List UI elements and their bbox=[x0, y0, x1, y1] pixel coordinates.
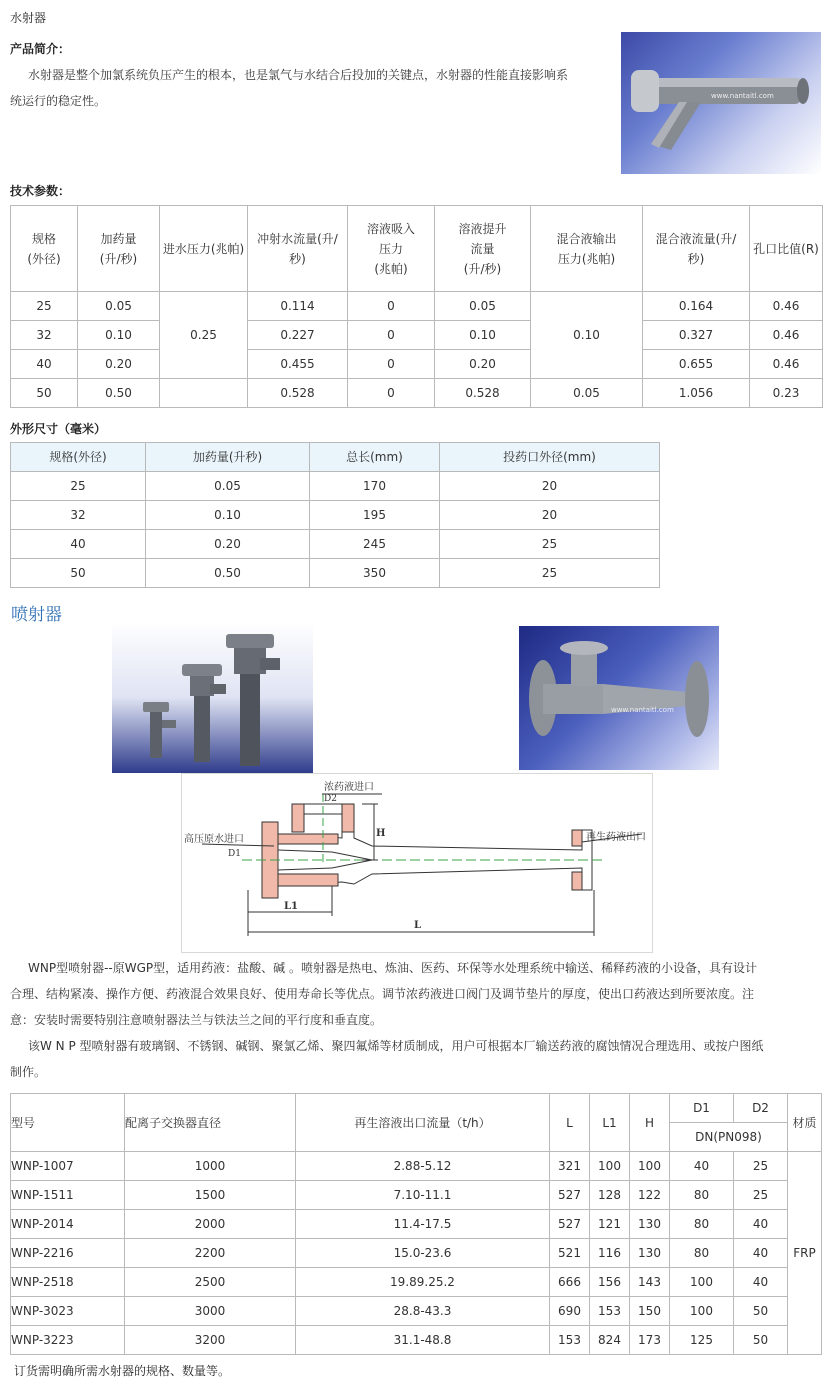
label-regen-outlet: 再生药液出口 bbox=[586, 832, 646, 843]
th-mix-flow: 混合液流量(升/ 秒) bbox=[643, 206, 750, 292]
dims-header-row bbox=[11, 443, 660, 472]
ejector-diagram bbox=[181, 773, 653, 953]
th-jet-flow: 冲射水流量(升/ 秒) bbox=[248, 206, 348, 292]
label-h: H bbox=[376, 828, 386, 839]
label-l1: L1 bbox=[284, 901, 298, 912]
table-row: WNP-2014 2000 11.4-17.5 527 121 130 80 40 bbox=[11, 1210, 822, 1239]
ejector-para1-line3: 意：安装时需要特别注意喷射器法兰与铁法兰之间的平行度和垂直度。 bbox=[10, 1013, 383, 1027]
table-row bbox=[11, 379, 823, 408]
th-dn: DN(PN098) bbox=[670, 1123, 788, 1152]
ejector-group-photo bbox=[112, 622, 313, 773]
cell-lift: 0.528 bbox=[435, 379, 531, 408]
cell-suction: 0 bbox=[348, 292, 435, 321]
photo-watermark-2: www.nantaitl.com bbox=[611, 706, 674, 714]
ejector-para2-line1: 该W N P 型喷射器有玻璃钢、不锈钢、碱钢、聚氯乙烯、聚四氟烯等材质制成，用户可根据本厂输送药液的腐蚀情况合理选用、或按户图纸 bbox=[28, 1039, 764, 1053]
th-suction: 溶液吸入 压力 (兆帕) bbox=[348, 206, 435, 292]
cell-flow: 0.114 bbox=[248, 292, 348, 321]
cell-dose: 0.20 bbox=[78, 350, 160, 379]
cell-mix-flow: 1.056 bbox=[643, 379, 750, 408]
ejector-heading: 喷射器 bbox=[11, 605, 62, 625]
th-outlet-pressure: 混合液输出 压力(兆帕) bbox=[531, 206, 643, 292]
label-d2: D2 bbox=[324, 794, 337, 804]
th-d2: D2 bbox=[734, 1094, 788, 1123]
table-row bbox=[11, 321, 823, 350]
cell-mix-flow: 0.655 bbox=[643, 350, 750, 379]
dims-heading: 外形尺寸（毫米） bbox=[10, 422, 107, 436]
th-spec: 规格 (外径) bbox=[11, 206, 78, 292]
cell-flow: 0.227 bbox=[248, 321, 348, 350]
th-outlet-flow: 再生溶液出口流量（t/h） bbox=[296, 1094, 550, 1152]
th-dose: 加药量 (升/秒) bbox=[78, 206, 160, 292]
th-dim-dose: 加药量(升秒) bbox=[146, 443, 310, 472]
cell-spec: 40 bbox=[11, 350, 78, 379]
ejector-para2-line2: 制作。 bbox=[10, 1065, 47, 1079]
tech-heading: 技术参数： bbox=[10, 184, 71, 198]
ejector-flange-photo bbox=[519, 626, 719, 770]
dims-table bbox=[10, 442, 660, 588]
cell-ratio: 0.46 bbox=[750, 292, 823, 321]
ejector-description bbox=[10, 955, 825, 1085]
th-dim-spec: 规格(外径) bbox=[11, 443, 146, 472]
th-exchanger: 配离子交换器直径 bbox=[125, 1094, 296, 1152]
cell-ratio: 0.46 bbox=[750, 350, 823, 379]
th-l: L bbox=[550, 1094, 590, 1152]
cell-dose: 0.50 bbox=[78, 379, 160, 408]
ejector-para1-line1: WNP型喷射器--原WGP型，适用药液：盐酸、碱 。喷射器是热电、炼油、医药、环保等水处理系统中输送、稀释药液的小设备，具有设计 bbox=[28, 961, 757, 975]
cell-inlet-pressure: 0.25 bbox=[160, 292, 248, 379]
table-row: WNP-3223 3200 31.1-48.8 153 824 173 125 50 bbox=[11, 1326, 822, 1355]
ejector-para1-line2: 合理、结构紧凑、操作方便、药液混合效果良好、使用寿命长等优点。调节浓药液进口阀门及调节垫片的厚度，使出口药液达到所要浓度。注 bbox=[10, 987, 755, 1001]
cell-material: FRP bbox=[788, 1152, 822, 1355]
label-l: L bbox=[414, 920, 422, 931]
cell-spec: 32 bbox=[11, 321, 78, 350]
table-row: WNP-1511 1500 7.10-11.1 527 128 122 80 25 bbox=[11, 1181, 822, 1210]
table-row: WNP-1007 1000 2.88-5.12 321 100 100 40 25 FRP bbox=[11, 1152, 822, 1181]
cell-suction: 0 bbox=[348, 350, 435, 379]
intro-text bbox=[10, 62, 610, 114]
cell-lift: 0.10 bbox=[435, 321, 531, 350]
cell-lift: 0.05 bbox=[435, 292, 531, 321]
models-table bbox=[10, 1093, 822, 1355]
tech-header-row bbox=[11, 206, 823, 292]
label-d1: D1 bbox=[228, 849, 241, 859]
cell-lift: 0.20 bbox=[435, 350, 531, 379]
th-ratio: 孔口比值(R) bbox=[750, 206, 823, 292]
cell-suction: 0 bbox=[348, 379, 435, 408]
th-d1: D1 bbox=[670, 1094, 734, 1123]
cell-ratio: 0.23 bbox=[750, 379, 823, 408]
th-dim-length: 总长(mm) bbox=[310, 443, 440, 472]
th-inlet-pressure: 进水压力(兆帕) bbox=[160, 206, 248, 292]
table-row bbox=[11, 350, 823, 379]
water-ejector-photo bbox=[621, 32, 821, 174]
photo-watermark: www.nantaitl.com bbox=[711, 92, 774, 100]
cell-outlet-pressure: 0.05 bbox=[531, 379, 643, 408]
cell-spec: 50 bbox=[11, 379, 78, 408]
th-material: 材质 bbox=[788, 1094, 822, 1152]
table-row: 25 0.05 170 20 bbox=[11, 472, 660, 501]
table-row: WNP-2518 2500 19.89.25.2 666 156 143 100 40 bbox=[11, 1268, 822, 1297]
cell-ratio: 0.46 bbox=[750, 321, 823, 350]
label-concentrate-inlet: 浓药液进口 bbox=[324, 782, 374, 793]
cell-spec: 25 bbox=[11, 292, 78, 321]
intro-heading: 产品简介： bbox=[10, 42, 71, 56]
page-title: 水射器 bbox=[10, 11, 47, 25]
cell-inlet-pressure-empty bbox=[160, 379, 248, 408]
th-dim-port: 投药口外径(mm) bbox=[440, 443, 660, 472]
cell-suction: 0 bbox=[348, 321, 435, 350]
th-l1: L1 bbox=[590, 1094, 630, 1152]
label-raw-water-inlet: 高压原水进口 bbox=[184, 834, 244, 845]
table-row: WNP-3023 3000 28.8-43.3 690 153 150 100 50 bbox=[11, 1297, 822, 1326]
table-row: 50 0.50 350 25 bbox=[11, 559, 660, 588]
cell-flow: 0.528 bbox=[248, 379, 348, 408]
cell-mix-flow: 0.164 bbox=[643, 292, 750, 321]
cell-outlet-pressure: 0.10 bbox=[531, 292, 643, 379]
tech-params-table bbox=[10, 205, 823, 408]
th-lift-flow: 溶液提升 流量 (升/秒) bbox=[435, 206, 531, 292]
intro-line-1: 水射器是整个加氯系统负压产生的根本，也是氯气与水结合后投加的关键点，水射器的性能直接影响系 bbox=[28, 68, 569, 82]
cell-mix-flow: 0.327 bbox=[643, 321, 750, 350]
table-row: 40 0.20 245 25 bbox=[11, 530, 660, 559]
th-h: H bbox=[630, 1094, 670, 1152]
table-row bbox=[11, 292, 823, 321]
footer-note: 订货需明确所需水射器的规格、数量等。 bbox=[14, 1364, 231, 1378]
table-row: 32 0.10 195 20 bbox=[11, 501, 660, 530]
table-row: WNP-2216 2200 15.0-23.6 521 116 130 80 40 bbox=[11, 1239, 822, 1268]
models-header-row-1 bbox=[11, 1094, 822, 1123]
intro-line-2: 统运行的稳定性。 bbox=[10, 94, 107, 108]
cell-dose: 0.10 bbox=[78, 321, 160, 350]
th-model: 型号 bbox=[11, 1094, 125, 1152]
cell-dose: 0.05 bbox=[78, 292, 160, 321]
cell-flow: 0.455 bbox=[248, 350, 348, 379]
